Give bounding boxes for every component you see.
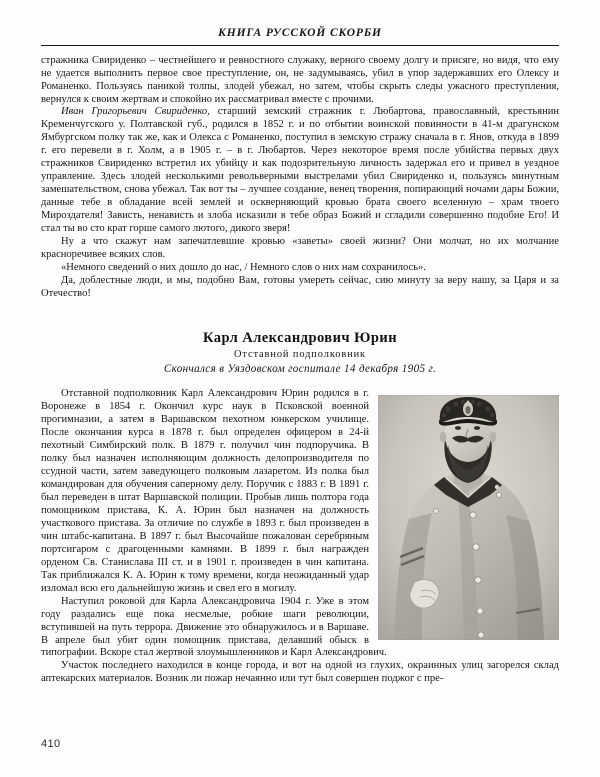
person-name: Карл Александрович Юрин [202, 329, 397, 346]
person-name-inline: Иван Григорьевич Свириденко [61, 106, 208, 118]
page-content [41, 27, 559, 686]
paragraph-bio-3: Участок последнего находился в конце города, и вот на одной из глухих, окраинных улиц загорелся склад аптекарских материалов. Возник ли пожар нечаянно или тут был совершен поджог с пре- [41, 660, 559, 685]
running-head: КНИГА РУССКОЙ СКОРБИ [218, 27, 382, 39]
portrait-figure [378, 395, 559, 640]
paragraph-continued: стражника Свириденко – честнейшего и ревностного служаку, верного своему долгу и присяге, но видя, что ему не удается выполнить первое свое преступление, он, не задумываясь, убил в упор задержавших его Олексу и Романенко. Пользуясь паникой толпы, злодей убежал, но затем, чтобы скрыть следы ужасного преступления, вернулся к своим жертвам и спокойно их рассматривал вместе с прочими. [41, 54, 559, 105]
portrait-illustration [378, 395, 559, 640]
paragraph-sviridenko-text: , старший земский стражник г. Любартова, православный, крестьянин Кременчугского у. Полтавской губ., родился в 1852 г. и по отбытии воинской повинности в 41-м драгунском Ямбургском полку так же, как и Олекса с Романенко, поступил в земскую стражу сначала в г. Янов, откуда в 1899 г. его перевели в г. Холм, а в 1905 г. – в г. Любартов. Через некоторое время после убийства первых двух стражников Свириденко встретил их убийцу и как подозрительную личность задержал его и привел в уездное управление. Здесь злодей несколькими револьверными выстрелами убил Свириденко и, пользуясь минутным замешательством, снова убежал. Так вот ты – лучшее создание, венец творения, попирающий ночами дары Божии, данные тебе в обладание всей землей и оскверняющий кровью брата своего вселенную – храм твоего Мироздателя! Зависть, ненависть и злоба исказили в тебе образ Божий и сгладили совершенно подобие Его! И стал ты во сто крат горше самого лютого, дикого зверя! [41, 106, 560, 235]
portrait-photo [378, 395, 559, 640]
paragraph-bio-1: Отставной подполковник Карл Александрович Юрин родился в г. Воронеже в 1854 г. Окончил курс наук в Псковской военной прогимназии, а затем в Варшавском пехотном юнкерском училище. После окончания курса в 1878 г. был определен офицером в 24-й пехотный Симбирский полк. В 1879 г. получил чин подпоручика. В полку был назначен исполняющим должность делопроизводителя по ссудной части, затем заведующего полковым лазаретом. Из полка был командирован для обучения саперному делу. Поручик с 1883 г. В 1891 г. был переведен в штат Варшавской полиции. Пробыв лишь полтора года помощником пристава, К. А. Юрин был назначен на должность участкового пристава. За отличие по службе в 1893 г. был произведен в чин штабс-капитана. В 1897 г. был Высочайше пожалован серебряным портсигаром с драгоценными камнями. В 1899 г. был награжден орденом Св. Станислава III ст. и в 1901 г. произведен в чин капитана. Так приближался К. А. Юрин к тому времени, когда неожиданный удар изломал всю его дальнейшую жизнь и свел его в могилу. [41, 388, 369, 594]
biography-article [41, 388, 559, 686]
paragraph-sviridenko [41, 106, 559, 236]
paragraph-zavety: Ну а что скажут нам запечатлевшие кровью «заветы» своей жизни? Они молчат, но их молчание красноречивее всяких слов. [41, 235, 559, 260]
header-rule [41, 45, 559, 46]
paragraph-bio-2: Наступил роковой для Карла Александровича 1904 г. Уже в этом году раздались еще пока несмелые, робкие шаги революции, вступившей на путь террора. Движение это обнаружилось и в Варшаве. В апреле был убит один помощник пристава, делавший обыск в типографии. Вскоре стал жертвой злоумышленников и Карл Александрович. [41, 595, 387, 659]
person-death-note: Скончался в Уяздовском госпитале 14 декабря 1905 г. [163, 363, 437, 376]
person-rank: Отставной подполковник [233, 349, 367, 361]
continued-article [41, 55, 559, 301]
page-number: 410 [41, 738, 61, 750]
paragraph-closing: Да, доблестные люди, и мы, подобно Вам, готовы умереть сейчас, сию минуту за веру нашу, за Царя и за Отечество! [41, 274, 559, 299]
section-heading [41, 330, 559, 376]
paragraph-quote: «Немного сведений о них дошло до нас, / Немного слов о них нам сохранилось». [61, 261, 426, 273]
